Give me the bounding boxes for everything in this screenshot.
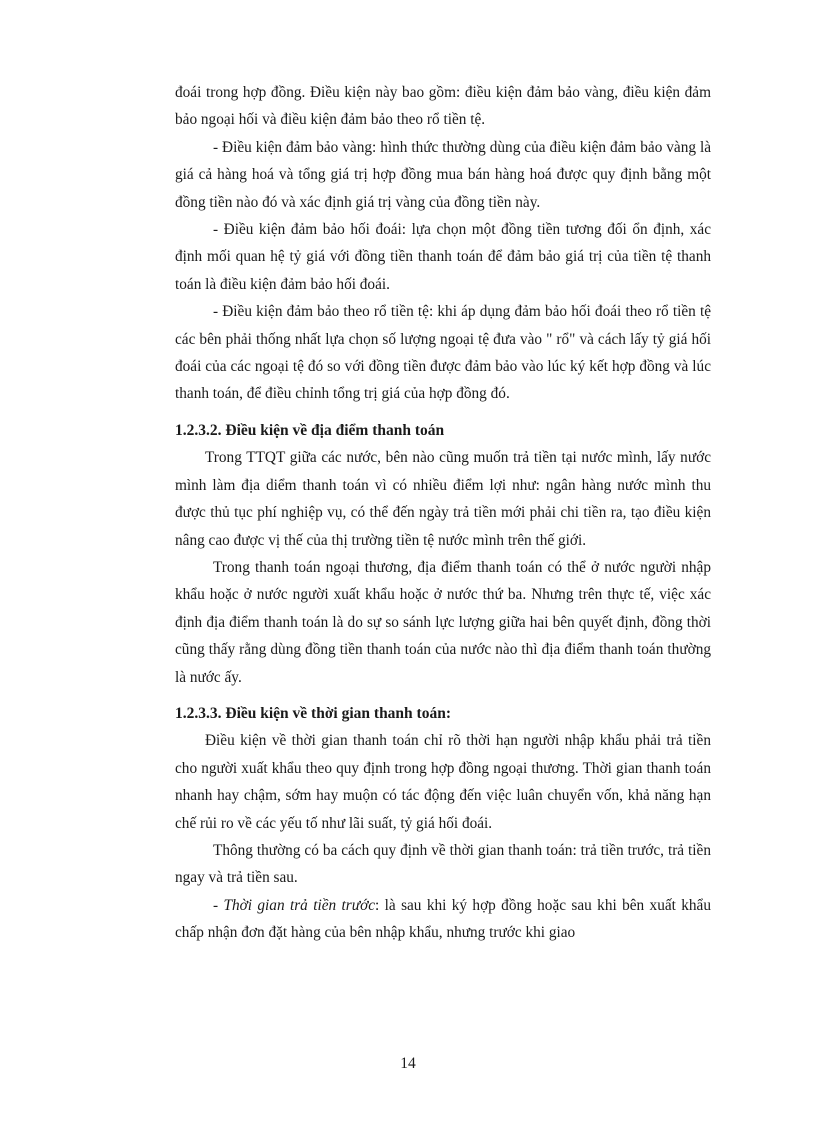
paragraph-payment-place-2: Trong thanh toán ngoại thương, địa điểm thanh toán có thể ở nước người nhập khẩu hoặc ở nước người xuất khẩu hoặc ở nước thứ ba. Nhưng trên thực tế, việc xác định địa điểm thanh toán là do sự so sánh lực lượng giữa hai bên quyết định, đồng thời cũng thấy rằng dùng đồng tiền thanh toán của nước nào thì địa điểm thanh toán thường là nước ấy. xyxy=(175,558,711,686)
section-heading-payment-place: 1.2.3.2. Điều kiện về địa điểm thanh toán xyxy=(175,421,445,439)
paragraph-exchange-guarantee: - Điều kiện đảm bảo hối đoái: lựa chọn một đồng tiền tương đối ổn định, xác định mối quan hệ tỷ giá với đồng tiền thanh toán để đảm bảo giá trị của tiền tệ thanh toán là điều kiện đảm bảo hối đoái. xyxy=(175,221,711,293)
paragraph-basket-guarantee: - Điều kiện đảm bảo theo rổ tiền tệ: khi áp dụng đảm bảo hối đoái theo rổ tiền tệ các bên phải thống nhất lựa chọn số lượng ngoại tệ đưa vào " rổ" và cách lấy tỷ giá hối đoái của các ngoại tệ đó so với đồng tiền được đảm bảo vào lúc ký kết hợp đồng và lúc thanh toán, để điều chỉnh tổng trị giá của hợp đồng đó. xyxy=(175,303,711,403)
advance-payment-term: Thời gian trả tiền trước xyxy=(223,896,376,914)
dash-prefix: - xyxy=(213,896,224,914)
advance-payment-definition: : là sau khi ký hợp đồng hoặc sau khi bên xuất khẩu chấp nhận đơn đặt hàng của bên nhập khẩu, nhưng trước khi giao xyxy=(175,896,711,942)
section-heading-payment-time: 1.2.3.3. Điều kiện về thời gian thanh toán: xyxy=(175,704,451,722)
paragraph-advance-payment xyxy=(175,892,711,947)
paragraph-intro: đoái trong hợp đồng. Điều kiện này bao gồm: điều kiện đảm bảo vàng, điều kiện đảm bảo ngoại hối và điều kiện đảm bảo theo rổ tiền tệ. xyxy=(175,84,711,129)
paragraph-payment-time-1: Điều kiện về thời gian thanh toán chỉ rõ thời hạn người nhập khẩu phải trả tiền cho người xuất khẩu theo quy định trong hợp đồng ngoại thương. Thời gian thanh toán nhanh hay chậm, sớm hay muộn có tác động đến việc luân chuyển vốn, khả năng hạn chế rủi ro về các yếu tố như lãi suất, tỷ giá hối đoái. xyxy=(175,732,711,832)
paragraph-gold-guarantee: - Điều kiện đảm bảo vàng: hình thức thường dùng của điều kiện đảm bảo vàng là giá cả hàng hoá và tổng giá trị hợp đồng mua bán hàng hoá được quy định bằng một đồng tiền nào đó và xác định giá trị vàng của đồng tiền này. xyxy=(175,138,711,211)
page-number: 14 xyxy=(400,1055,416,1072)
page-body xyxy=(175,79,711,947)
paragraph-payment-time-2: Thông thường có ba cách quy định về thời gian thanh toán: trả tiền trước, trả tiền ngay và trả tiền sau. xyxy=(175,841,711,887)
paragraph-payment-place-1: Trong TTQT giữa các nước, bên nào cũng muốn trả tiền tại nước mình, lấy nước mình làm địa diểm thanh toán vì có nhiều điểm lợi như: ngân hàng nước mình thu được thủ tục phí nghiệp vụ, có thể đến ngày trả tiền mới phải chi tiền ra, tạo điều kiện nâng cao được vị thế của thị trường tiền tệ nước mình trên thế giới. xyxy=(175,449,711,549)
